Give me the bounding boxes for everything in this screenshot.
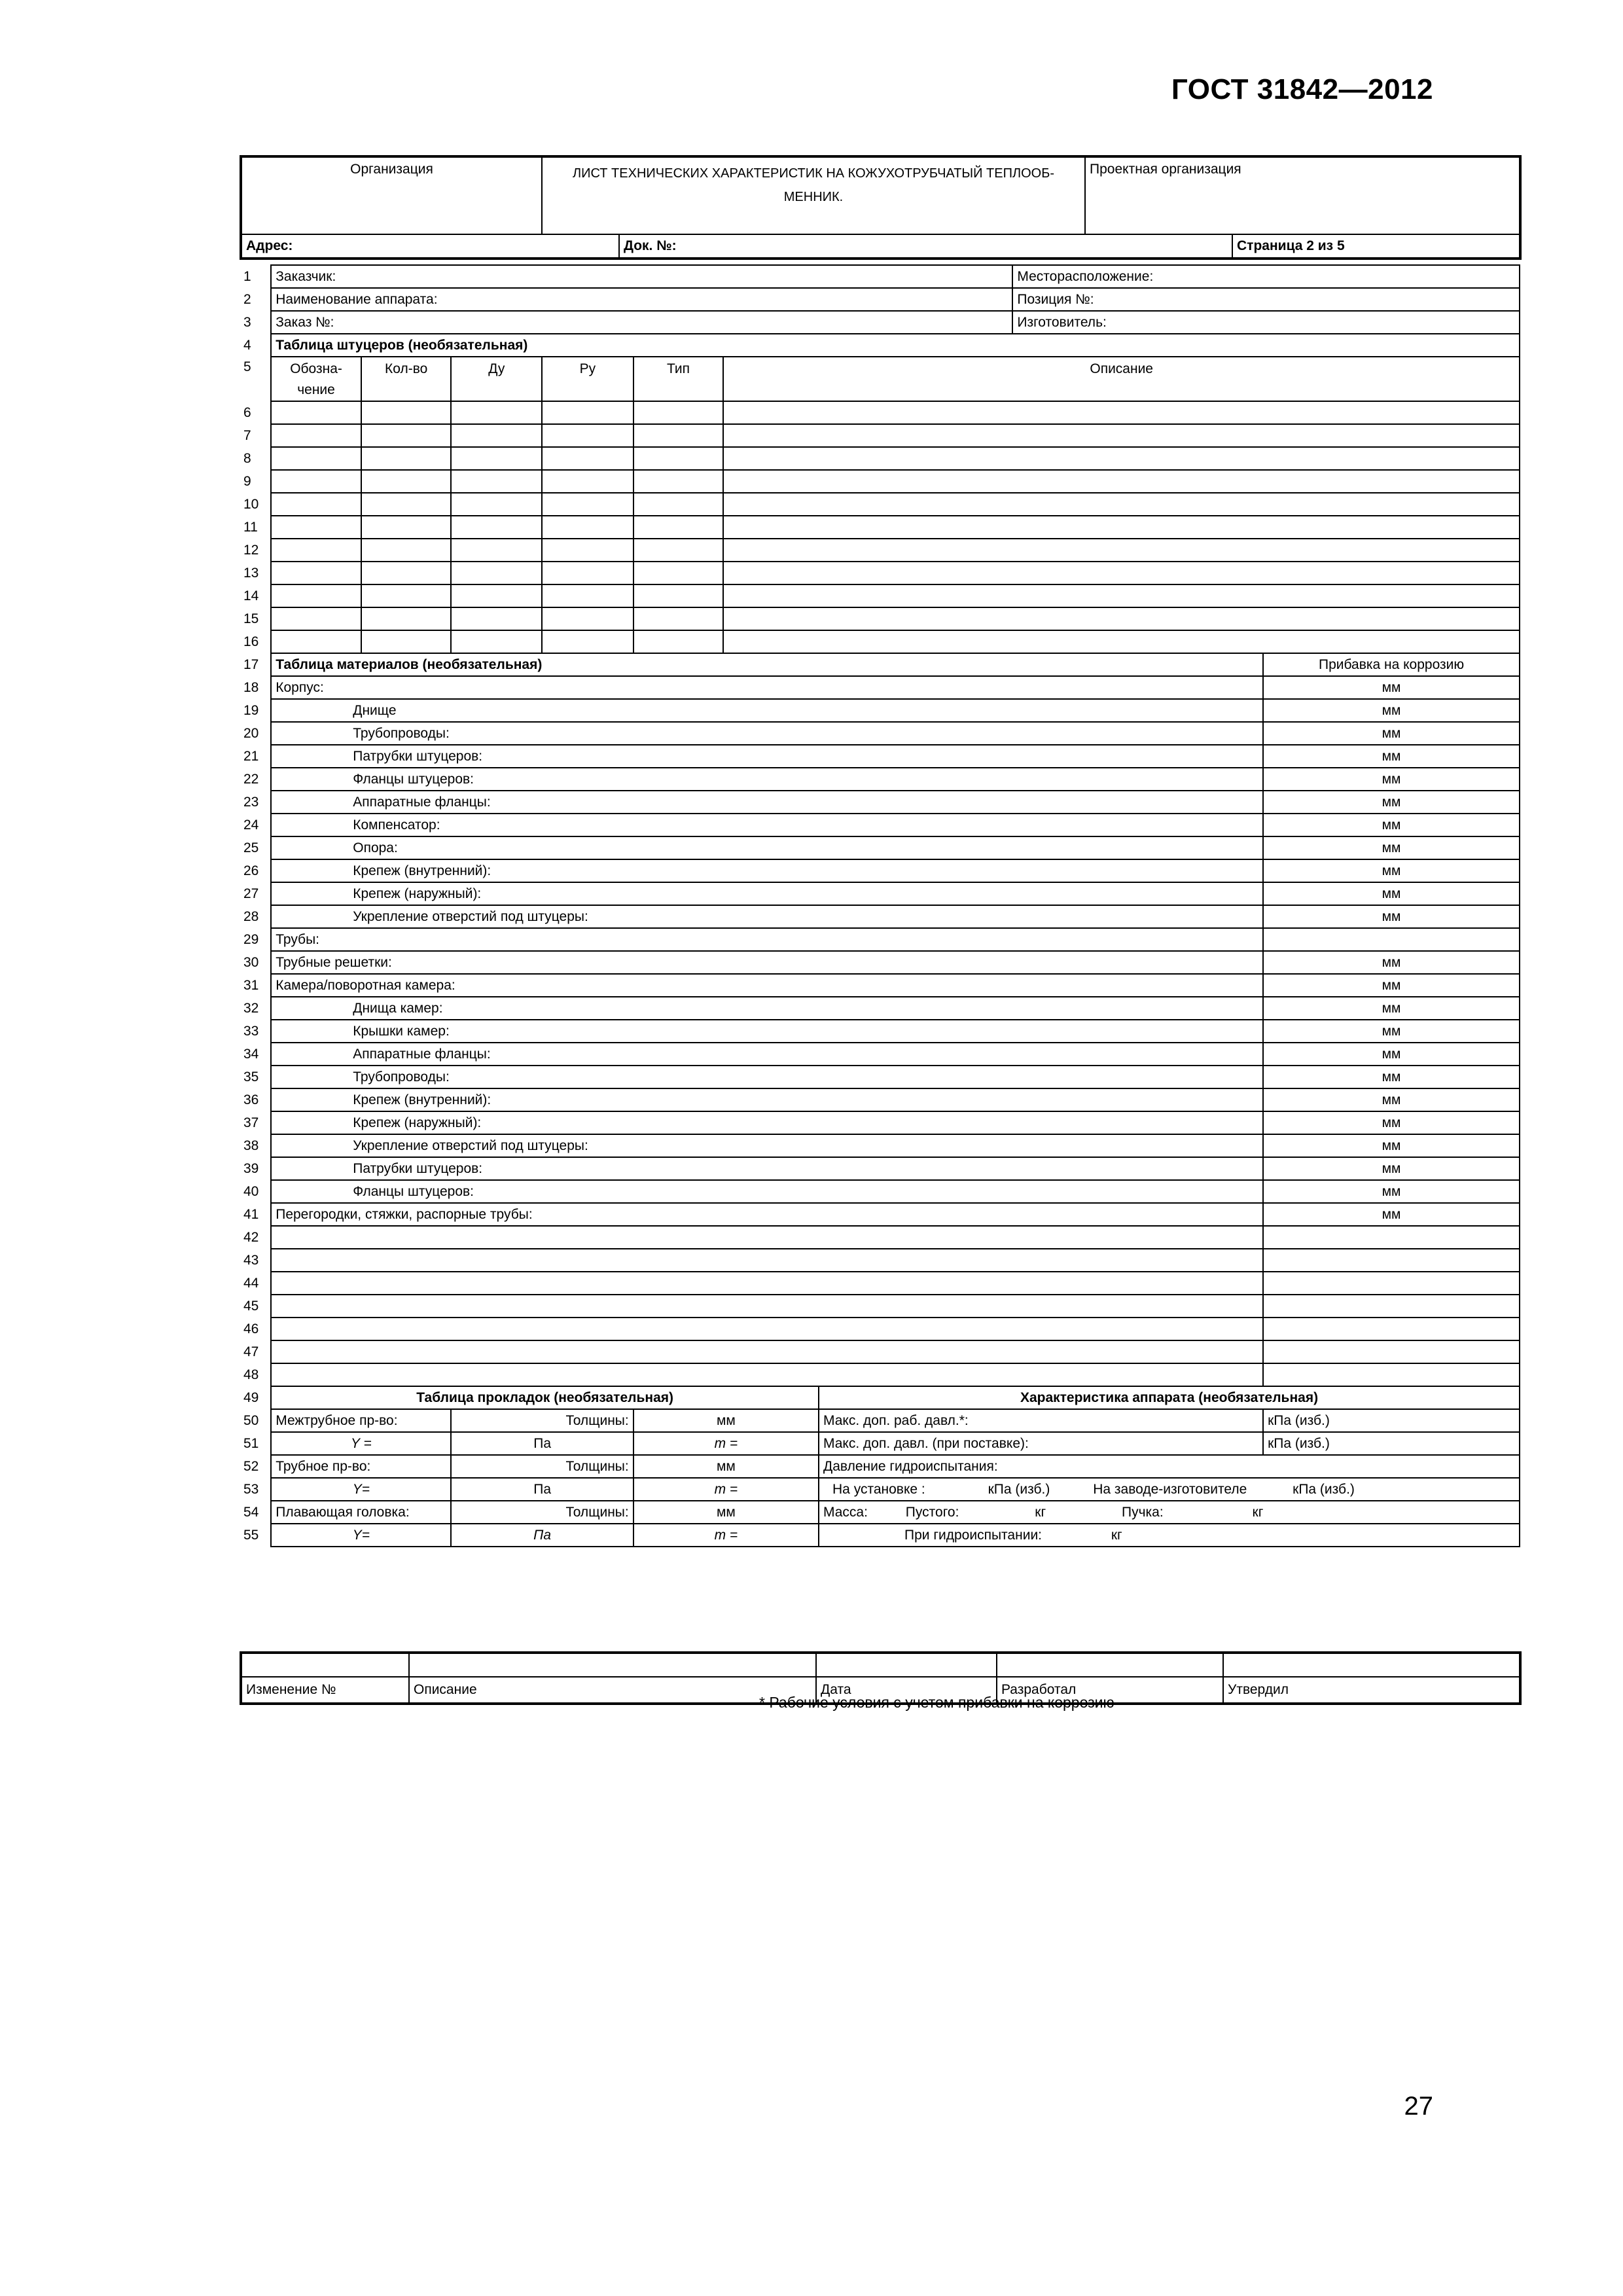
material-item-label: [271, 1318, 1263, 1340]
nozzle-cell: [451, 584, 542, 607]
row-number: 15: [243, 611, 259, 626]
row-number: 35: [243, 1069, 259, 1085]
corrosion-unit-cell: мм: [1263, 1180, 1520, 1203]
thickness-label: Толщины:: [451, 1455, 633, 1478]
unit-mm: мм: [633, 1455, 819, 1478]
nozzle-cell: [451, 424, 542, 447]
material-item-label: [271, 1295, 1263, 1318]
unit-mm: мм: [633, 1409, 819, 1432]
corrosion-unit-cell: мм: [1263, 699, 1520, 722]
material-item-label: Крепеж (внутренний):: [271, 1088, 1263, 1111]
row-number: 49: [243, 1390, 259, 1405]
material-item-label: [271, 1249, 1263, 1272]
row-number: 43: [243, 1252, 259, 1268]
unit-pa: Па: [451, 1524, 633, 1547]
position-field: Позиция №:: [1012, 288, 1520, 311]
footnote: * Рабочие условия с учетом прибавки на коррозию: [759, 1694, 1115, 1711]
corrosion-unit-cell: мм: [1263, 997, 1520, 1020]
nozzle-cell: [271, 493, 361, 516]
row-number: 19: [243, 702, 259, 718]
row-number: 38: [243, 1138, 259, 1153]
nozzle-cell: [361, 447, 452, 470]
row-number: 6: [243, 404, 251, 420]
unit-pa: Па: [451, 1432, 633, 1455]
nozzle-description-cell: [723, 539, 1520, 562]
row-number: 28: [243, 908, 259, 924]
row-number: 2: [243, 291, 251, 307]
nozzle-description-cell: [723, 584, 1520, 607]
row-number: 47: [243, 1344, 259, 1359]
corrosion-unit-cell: мм: [1263, 836, 1520, 859]
nozzle-cell: [361, 401, 452, 424]
material-item-label: Крышки камер:: [271, 1020, 1263, 1043]
corrosion-unit-cell: мм: [1263, 859, 1520, 882]
nozzle-cell: [633, 607, 724, 630]
row-number: 33: [243, 1023, 259, 1039]
nozzle-cell: [451, 539, 542, 562]
nozzle-cell: [271, 516, 361, 539]
material-item-label: [271, 1340, 1263, 1363]
page-label: Страница 2 из 5: [1232, 234, 1520, 259]
row-number: 42: [243, 1229, 259, 1245]
nozzle-header-dn: Ду: [451, 357, 542, 401]
row-number: 34: [243, 1046, 259, 1062]
material-item-label: Трубы:: [271, 928, 1263, 951]
nozzle-cell: [451, 562, 542, 584]
empty-mass-label: Пустого:: [905, 1504, 959, 1520]
nozzle-cell: [633, 562, 724, 584]
nozzle-cell: [271, 401, 361, 424]
nozzle-cell: [271, 470, 361, 493]
corrosion-unit-cell: мм: [1263, 882, 1520, 905]
unit-kg: кг: [1252, 1504, 1264, 1520]
row-number: 13: [243, 565, 259, 581]
row-number: 48: [243, 1367, 259, 1382]
gasket-table-title: Таблица прокладок (необязательная): [271, 1386, 819, 1409]
row-number: 37: [243, 1115, 259, 1130]
nozzle-description-cell: [723, 401, 1520, 424]
unit-kpa: кПа (изб.): [1263, 1432, 1520, 1455]
corrosion-unit-cell: [1263, 1363, 1520, 1386]
corrosion-unit-cell: мм: [1263, 745, 1520, 768]
row-number: 53: [243, 1481, 259, 1497]
row-number: 1: [243, 268, 251, 284]
corrosion-unit-cell: [1263, 928, 1520, 951]
m-label: m =: [633, 1524, 819, 1547]
unit-kg: кг: [1035, 1504, 1046, 1520]
nozzle-cell: [451, 493, 542, 516]
row-number: 18: [243, 679, 259, 695]
material-item-label: Трубопроводы:: [271, 722, 1263, 745]
row-number: 4: [243, 337, 251, 353]
nozzle-description-cell: [723, 470, 1520, 493]
row-number: 22: [243, 771, 259, 787]
on-site-label: На установке :: [832, 1481, 925, 1497]
doc-number-label: Док. №:: [619, 234, 1232, 259]
nozzle-cell: [361, 607, 452, 630]
nozzle-cell: [633, 470, 724, 493]
y-label: Y=: [271, 1524, 451, 1547]
revision-cell: [816, 1653, 997, 1677]
material-item-label: Укрепление отверстий под штуцеры:: [271, 1134, 1263, 1157]
revision-cell: [409, 1653, 816, 1677]
nozzle-cell: [542, 516, 633, 539]
row-number: 3: [243, 314, 251, 330]
nozzle-cell: [542, 447, 633, 470]
nozzle-header-designation: Обозна-чение: [271, 357, 361, 401]
sheet-header: [240, 155, 1519, 260]
change-description-label: Описание: [409, 1677, 816, 1704]
row-number: 10: [243, 496, 259, 512]
nozzle-cell: [361, 516, 452, 539]
corrosion-unit-cell: мм: [1263, 722, 1520, 745]
hydrotest-mass-row: [819, 1524, 1520, 1547]
tube-side-label: Трубное пр-во:: [271, 1455, 451, 1478]
corrosion-unit-cell: мм: [1263, 1066, 1520, 1088]
m-label: m =: [633, 1478, 819, 1501]
nozzle-cell: [542, 607, 633, 630]
material-item-label: Фланцы штуцеров:: [271, 1180, 1263, 1203]
nozzle-header-quantity: Кол-во: [361, 357, 452, 401]
nozzle-cell: [542, 562, 633, 584]
nozzle-description-cell: [723, 516, 1520, 539]
unit-kpa: кПа (изб.): [988, 1481, 1050, 1497]
row-number: 11: [243, 519, 258, 535]
manufacturer-field: Изготовитель:: [1012, 311, 1520, 334]
revision-cell: [1223, 1653, 1520, 1677]
row-number: 12: [243, 542, 259, 558]
row-number: 32: [243, 1000, 259, 1016]
nozzle-cell: [361, 424, 452, 447]
row-number: 7: [243, 427, 251, 443]
material-item-label: Компенсатор:: [271, 814, 1263, 836]
row-number: 45: [243, 1298, 259, 1314]
mass-label: Масса:: [823, 1504, 868, 1520]
material-item-label: Фланцы штуцеров:: [271, 768, 1263, 791]
row-number: 8: [243, 450, 251, 466]
unit-kg: кг: [1111, 1527, 1122, 1543]
material-item-label: Корпус:: [271, 676, 1263, 699]
row-number: 50: [243, 1412, 259, 1428]
nozzle-cell: [271, 562, 361, 584]
hydrotest-pressure-label: Давление гидроиспытания:: [819, 1455, 1520, 1478]
floating-head-label: Плавающая головка:: [271, 1501, 451, 1524]
row-number: 21: [243, 748, 259, 764]
row-number: 26: [243, 863, 259, 878]
customer-field: Заказчик:: [271, 265, 1012, 288]
nozzle-cell: [633, 584, 724, 607]
approved-by-label: Утвердил: [1223, 1677, 1520, 1704]
nozzle-cell: [271, 447, 361, 470]
corrosion-unit-cell: мм: [1263, 974, 1520, 997]
corrosion-unit-cell: мм: [1263, 951, 1520, 974]
nozzle-cell: [451, 630, 542, 653]
nozzle-cell: [542, 584, 633, 607]
row-number: 51: [243, 1435, 259, 1451]
row-number: 46: [243, 1321, 259, 1336]
location-field: Месторасположение:: [1012, 265, 1520, 288]
nozzle-header-type: Тип: [633, 357, 724, 401]
corrosion-unit-cell: [1263, 1249, 1520, 1272]
developed-by-label: Разработал: [997, 1677, 1223, 1704]
corrosion-unit-cell: мм: [1263, 1020, 1520, 1043]
corrosion-unit-cell: [1263, 1318, 1520, 1340]
material-item-label: [271, 1363, 1263, 1386]
material-item-label: Днище: [271, 699, 1263, 722]
material-item-label: Камера/поворотная камера:: [271, 974, 1263, 997]
unit-mm: мм: [633, 1501, 819, 1524]
nozzle-cell: [542, 539, 633, 562]
nozzle-description-cell: [723, 630, 1520, 653]
page-number: 27: [1404, 2092, 1433, 2121]
organization-label: Организация: [241, 156, 542, 234]
hydrotest-mass-label: При гидроиспытании:: [904, 1527, 1043, 1543]
nozzle-cell: [361, 584, 452, 607]
nozzle-cell: [633, 630, 724, 653]
material-item-label: Аппаратные фланцы:: [271, 791, 1263, 814]
row-number: 27: [243, 886, 259, 901]
y-label: Y =: [271, 1432, 451, 1455]
material-item-label: Трубопроводы:: [271, 1066, 1263, 1088]
material-item-label: Патрубки штуцеров:: [271, 745, 1263, 768]
nozzle-cell: [361, 562, 452, 584]
material-item-label: Крепеж (внутренний):: [271, 859, 1263, 882]
nozzle-cell: [451, 470, 542, 493]
nozzle-description-cell: [723, 493, 1520, 516]
unit-kpa: кПа (изб.): [1263, 1409, 1520, 1432]
row-number: 20: [243, 725, 259, 741]
max-work-pressure-label: Макс. доп. раб. давл.*:: [819, 1409, 1263, 1432]
nozzle-cell: [633, 401, 724, 424]
max-delivery-pressure-label: Макс. доп. давл. (при поставке):: [819, 1432, 1263, 1455]
nozzle-cell: [361, 630, 452, 653]
corrosion-unit-cell: мм: [1263, 768, 1520, 791]
at-factory-label: На заводе-изготовителе: [1093, 1481, 1247, 1497]
date-label: Дата: [816, 1677, 997, 1704]
corrosion-unit-cell: мм: [1263, 814, 1520, 836]
nozzle-cell: [633, 447, 724, 470]
corrosion-unit-cell: [1263, 1226, 1520, 1249]
thickness-label: Толщины:: [451, 1409, 633, 1432]
corrosion-unit-cell: мм: [1263, 1111, 1520, 1134]
revision-cell: [241, 1653, 409, 1677]
nozzle-table-title: Таблица штуцеров (необязательная): [271, 334, 1520, 357]
row-number: 31: [243, 977, 259, 993]
address-label: Адрес:: [241, 234, 619, 259]
nozzle-cell: [271, 539, 361, 562]
nozzle-header-pn: Ру: [542, 357, 633, 401]
project-organization-label: Проектная организация: [1085, 156, 1520, 234]
nozzle-cell: [451, 516, 542, 539]
material-item-label: Аппаратные фланцы:: [271, 1043, 1263, 1066]
unit-kpa: кПа (изб.): [1293, 1481, 1355, 1497]
nozzle-cell: [542, 470, 633, 493]
material-item-label: Крепеж (наружный):: [271, 1111, 1263, 1134]
nozzle-cell: [633, 424, 724, 447]
row-number: 16: [243, 634, 259, 649]
corrosion-unit-cell: мм: [1263, 905, 1520, 928]
nozzle-cell: [451, 401, 542, 424]
row-number: 40: [243, 1183, 259, 1199]
nozzle-cell: [542, 493, 633, 516]
nozzle-cell: [633, 539, 724, 562]
bundle-mass-label: Пучка:: [1121, 1504, 1164, 1520]
y-label: Y=: [271, 1478, 451, 1501]
material-item-label: Трубные решетки:: [271, 951, 1263, 974]
material-item-label: Перегородки, стяжки, распорные трубы:: [271, 1203, 1263, 1226]
mass-row: [819, 1501, 1520, 1524]
corrosion-unit-cell: [1263, 1295, 1520, 1318]
row-number: 5: [243, 359, 251, 374]
document-code: ГОСТ 31842—2012: [1171, 73, 1433, 105]
thickness-label: Толщины:: [451, 1501, 633, 1524]
row-number: 55: [243, 1527, 259, 1543]
apparatus-name-field: Наименование аппарата:: [271, 288, 1012, 311]
nozzle-description-cell: [723, 447, 1520, 470]
material-item-label: Опора:: [271, 836, 1263, 859]
change-number-label: Изменение №: [241, 1677, 409, 1704]
materials-table-title: Таблица материалов (необязательная): [271, 653, 1263, 676]
nozzle-cell: [542, 401, 633, 424]
main-table: [236, 264, 1520, 1547]
nozzle-cell: [451, 607, 542, 630]
shell-side-label: Межтрубное пр-во:: [271, 1409, 451, 1432]
order-number-field: Заказ №:: [271, 311, 1012, 334]
row-number: 9: [243, 473, 251, 489]
nozzle-description-cell: [723, 607, 1520, 630]
corrosion-unit-cell: мм: [1263, 791, 1520, 814]
nozzle-cell: [542, 424, 633, 447]
row-number: 30: [243, 954, 259, 970]
nozzle-description-cell: [723, 562, 1520, 584]
corrosion-unit-cell: мм: [1263, 676, 1520, 699]
unit-pa: Па: [451, 1478, 633, 1501]
corrosion-unit-cell: мм: [1263, 1203, 1520, 1226]
corrosion-unit-cell: [1263, 1272, 1520, 1295]
corrosion-allowance-header: Прибавка на коррозию: [1263, 653, 1520, 676]
sheet-title: ЛИСТ ТЕХНИЧЕСКИХ ХАРАКТЕРИСТИК НА КОЖУХОТРУБЧАТЫЙ ТЕПЛООБ-МЕННИК.: [542, 156, 1085, 234]
corrosion-unit-cell: мм: [1263, 1157, 1520, 1180]
row-number: 24: [243, 817, 259, 833]
m-label: m =: [633, 1432, 819, 1455]
row-number: 44: [243, 1275, 259, 1291]
nozzle-cell: [361, 539, 452, 562]
material-item-label: Днища камер:: [271, 997, 1263, 1020]
nozzle-cell: [633, 516, 724, 539]
nozzle-cell: [271, 607, 361, 630]
nozzle-cell: [451, 447, 542, 470]
material-item-label: Крепеж (наружный):: [271, 882, 1263, 905]
material-item-label: Патрубки штуцеров:: [271, 1157, 1263, 1180]
material-item-label: Укрепление отверстий под штуцеры:: [271, 905, 1263, 928]
row-number: 14: [243, 588, 259, 603]
row-number: 39: [243, 1160, 259, 1176]
row-number: 29: [243, 931, 259, 947]
corrosion-unit-cell: мм: [1263, 1043, 1520, 1066]
nozzle-cell: [633, 493, 724, 516]
nozzle-cell: [271, 424, 361, 447]
row-number: 17: [243, 656, 259, 672]
row-number: 52: [243, 1458, 259, 1474]
corrosion-unit-cell: мм: [1263, 1134, 1520, 1157]
apparatus-characteristics-title: Характеристика аппарата (необязательная): [819, 1386, 1520, 1409]
row-number: 54: [243, 1504, 259, 1520]
row-number: 23: [243, 794, 259, 810]
nozzle-cell: [361, 493, 452, 516]
corrosion-unit-cell: мм: [1263, 1088, 1520, 1111]
nozzle-cell: [361, 470, 452, 493]
corrosion-unit-cell: [1263, 1340, 1520, 1363]
nozzle-cell: [271, 630, 361, 653]
nozzle-description-cell: [723, 424, 1520, 447]
nozzle-cell: [271, 584, 361, 607]
material-item-label: [271, 1272, 1263, 1295]
material-item-label: [271, 1226, 1263, 1249]
row-number: 25: [243, 840, 259, 855]
hydrotest-pressures-row: [819, 1478, 1520, 1501]
row-number: 36: [243, 1092, 259, 1107]
revision-cell: [997, 1653, 1223, 1677]
row-number: 41: [243, 1206, 259, 1222]
nozzle-header-description: Описание: [723, 357, 1520, 401]
nozzle-cell: [542, 630, 633, 653]
